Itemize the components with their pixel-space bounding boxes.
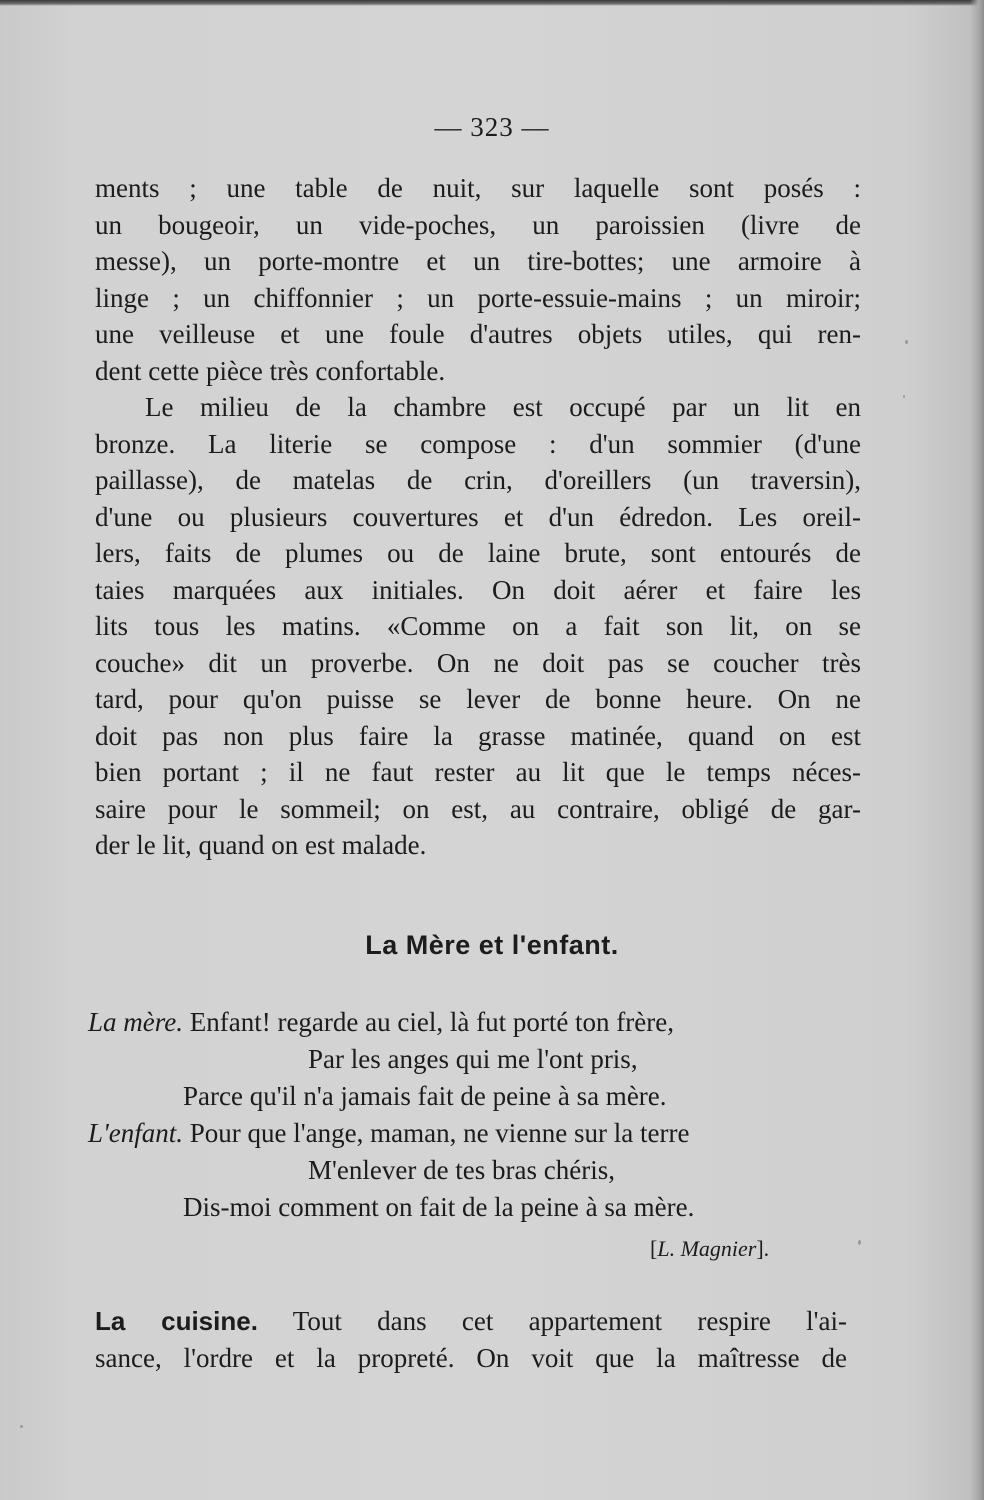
- poem-line: [88, 1115, 868, 1152]
- page-number: — 323 —: [434, 112, 550, 142]
- poem-verse: Pour que l'ange, maman, ne vienne sur la terre: [189, 1118, 690, 1148]
- text-line: bronze. La literie se compose : d'un sommier (d'une: [95, 428, 861, 459]
- poem-line: Par les anges qui me l'ont pris,: [308, 1044, 638, 1074]
- main-text: [95, 170, 861, 864]
- text-line: [95, 1302, 847, 1339]
- page-right-shadow: [970, 0, 984, 1500]
- poem-line: M'enlever de tes bras chéris,: [308, 1155, 615, 1185]
- bracket-open: [: [650, 1236, 658, 1261]
- poem-line: [88, 1004, 868, 1041]
- text-line: lers, faits de plumes ou de laine brute, sont entourés de: [95, 538, 861, 568]
- poem: [88, 1004, 868, 1226]
- paper-speck: [858, 1240, 861, 1245]
- text-line: taies marquées aux initiales. On doit aérer et faire les: [95, 574, 861, 605]
- author-name: L. Magnier: [657, 1236, 757, 1261]
- poem-title: La Mère et l'enfant.: [365, 930, 619, 960]
- text-line: linge ; un chiffonnier ; un porte-essuie-mains ; un miroir;: [95, 282, 861, 313]
- text-line: ments ; une table de nuit, sur laquelle sont posés :: [95, 173, 861, 203]
- poem-line: Parce qu'il n'a jamais fait de peine à sa mère.: [183, 1081, 667, 1111]
- paper-speck: [905, 340, 908, 344]
- text-line: doit pas non plus faire la grasse matinée, quand on est: [95, 720, 861, 751]
- text-line: saire pour le sommeil; on est, au contraire, obligé de gar-: [95, 793, 861, 824]
- paper-speck: [903, 395, 905, 398]
- text-line: paillasse), de matelas de crin, d'oreillers (un traversin),: [95, 465, 861, 495]
- kitchen-text: Tout dans cet appartement respire l'ai-: [292, 1306, 847, 1336]
- paper-speck: [20, 1425, 23, 1428]
- kitchen-paragraph: [95, 1302, 847, 1375]
- text-line: un bougeoir, un vide-poches, un paroissien (livre de: [95, 209, 861, 240]
- text-line: d'une ou plusieurs couvertures et d'un édredon. Les oreil-: [95, 501, 861, 532]
- poem-attribution: [650, 1236, 769, 1262]
- text-line: dent cette pièce très confortable.: [95, 355, 446, 386]
- speaker-child: L'enfant.: [88, 1118, 184, 1148]
- poem-line: Dis-moi comment on fait de la peine à sa mère.: [183, 1192, 695, 1222]
- poem-verse: Enfant! regarde au ciel, là fut porté ton frère,: [189, 1007, 674, 1037]
- text-line: Le milieu de la chambre est occupé par un lit en: [145, 392, 861, 422]
- text-line: lits tous les matins. «Comme on a fait son lit, on se: [95, 611, 861, 641]
- text-line: tard, pour qu'on puisse se lever de bonne heure. On ne: [95, 684, 861, 714]
- text-line: une veilleuse et une foule d'autres objets utiles, qui ren-: [95, 319, 861, 349]
- speaker-mother: La mère.: [88, 1007, 183, 1037]
- kitchen-heading: La cuisine.: [95, 1306, 258, 1336]
- bracket-close: ].: [756, 1236, 770, 1261]
- text-line: sance, l'ordre et la propreté. On voit que la maîtresse de: [95, 1342, 847, 1373]
- text-line: messe), un porte-montre et un tire-bottes; une armoire à: [95, 246, 861, 276]
- text-line: couche» dit un proverbe. On ne doit pas se coucher très: [95, 647, 861, 678]
- page-top-shadow: [0, 0, 984, 6]
- text-line: bien portant ; il ne faut rester au lit que le temps néces-: [95, 757, 861, 787]
- text-line: der le lit, quand on est malade.: [95, 830, 427, 860]
